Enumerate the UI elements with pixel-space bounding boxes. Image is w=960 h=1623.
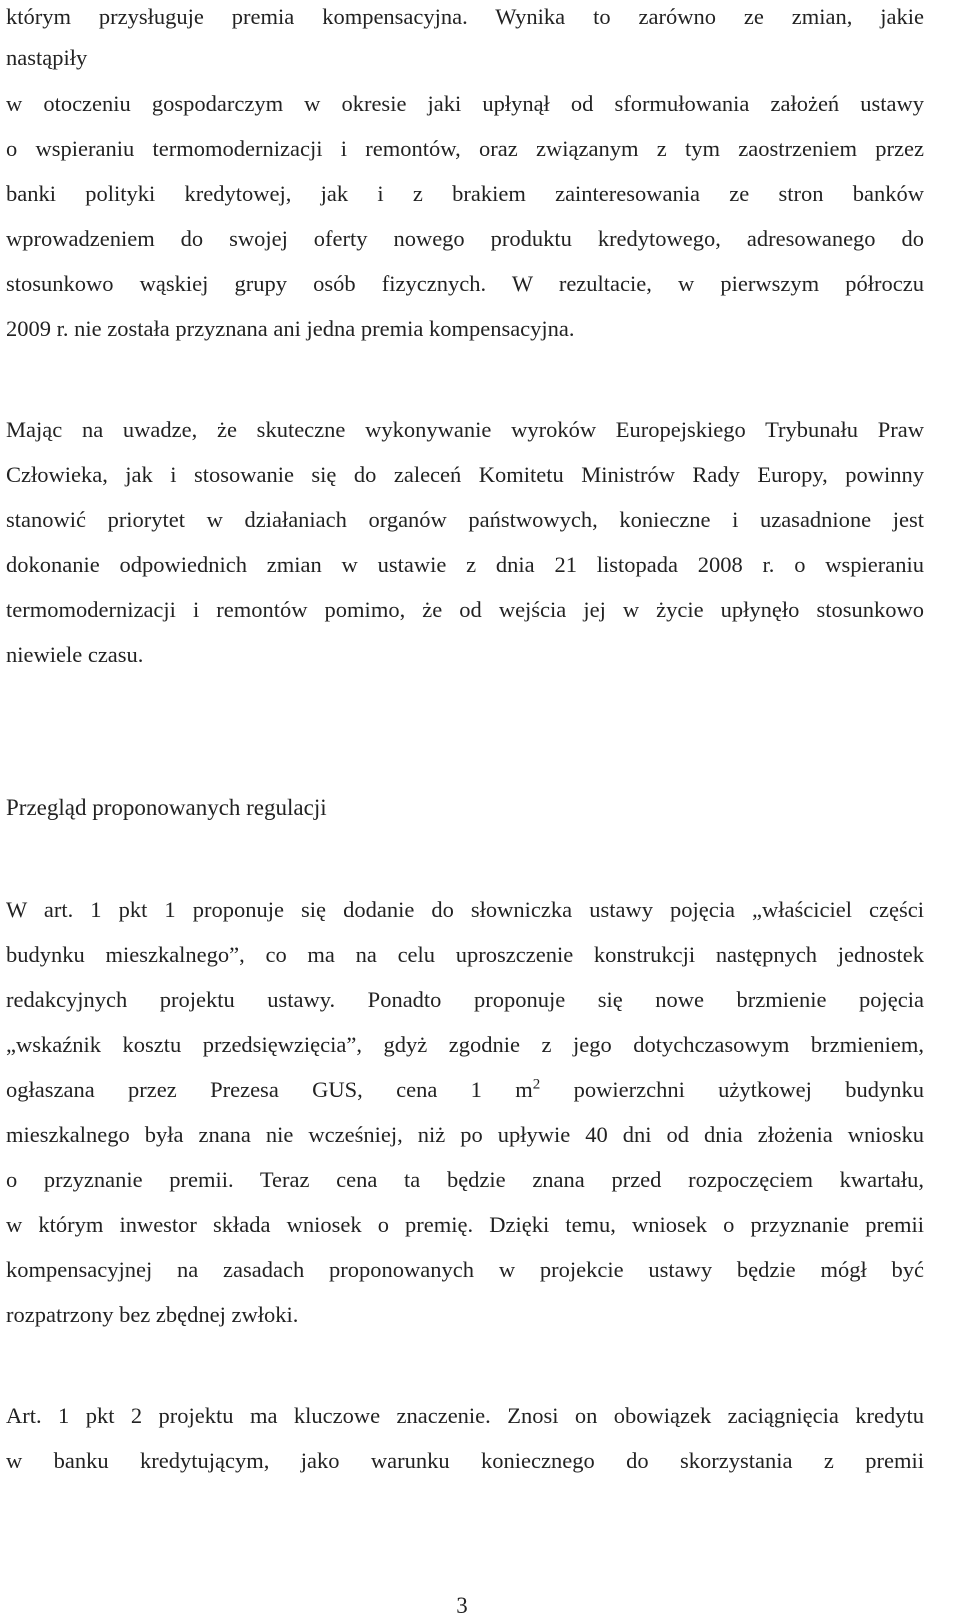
text-line: Mając na uwadze, że skuteczne wykonywanie wyroków Europejskiego Trybunału Praw xyxy=(6,417,924,442)
text-line: kompensacyjnej na zasadach proponowanych w projekcie ustawy będzie mógł być xyxy=(6,1257,924,1282)
text-line: termomodernizacji i remontów pomimo, że od wejścia jej w życie upłynęło stosunkowo xyxy=(6,597,924,622)
text-line: 2009 r. nie została przyznana ani jedna premia kompensacyjna. xyxy=(6,316,575,341)
superscript-exponent: 2 xyxy=(532,1076,541,1093)
text-line: W art. 1 pkt 1 proponuje się dodanie do słowniczka ustawy pojęcia „właściciel części xyxy=(6,897,924,922)
text-line: którym przysługuje premia kompensacyjna. Wynika to zarówno ze zmian, jakie xyxy=(6,4,924,29)
text-line: „wskaźnik kosztu przedsięwzięcia”, gdyż zgodnie z jego dotychczasowym brzmieniem, xyxy=(6,1032,924,1057)
text-line: wprowadzeniem do swojej oferty nowego produktu kredytowego, adresowanego do xyxy=(6,226,924,251)
text-line: w otoczeniu gospodarczym w okresie jaki upłynął od sformułowania założeń ustawy xyxy=(6,91,924,116)
text-segment: powierzchni użytkowej budynku xyxy=(573,1077,924,1102)
text-line: redakcyjnych projektu ustawy. Ponadto proponuje się nowe brzmienie pojęcia xyxy=(6,987,924,1012)
text-line: niewiele czasu. xyxy=(6,642,144,667)
text-line: w którym inwestor składa wniosek o premię. Dzięki temu, wniosek o przyznanie premii xyxy=(6,1212,924,1237)
text-line: dokonanie odpowiednich zmian w ustawie z dnia 21 listopada 2008 r. o wspieraniu xyxy=(6,552,924,577)
text-line: o przyznanie premii. Teraz cena ta będzie znana przed rozpoczęciem kwartału, xyxy=(6,1167,924,1192)
text-line: rozpatrzony bez zbędnej zwłoki. xyxy=(6,1302,299,1327)
text-line: Art. 1 pkt 2 projektu ma kluczowe znaczenie. Znosi on obowiązek zaciągnięcia kredytu xyxy=(6,1403,924,1428)
section-heading: Przegląd proponowanych regulacji xyxy=(6,795,327,820)
text-line: stanowić priorytet w działaniach organów państwowych, konieczne i uzasadnione jest xyxy=(6,507,924,532)
text-line: w banku kredytującym, jako warunku koniecznego do skorzystania z premii xyxy=(6,1448,924,1473)
text-line-with-superscript xyxy=(6,1073,924,1107)
text-line: nastąpiły xyxy=(6,45,88,70)
page-number: 3 xyxy=(456,1593,468,1618)
text-line: stosunkowo wąskiej grupy osób fizycznych. W rezultacie, w pierwszym półroczu xyxy=(6,271,924,296)
text-line: Człowieka, jak i stosowanie się do zaleceń Komitetu Ministrów Rady Europy, powinny xyxy=(6,462,924,487)
text-line: budynku mieszkalnego”, co ma na celu uproszczenie konstrukcji następnych jednostek xyxy=(6,942,924,967)
text-line: banki polityki kredytowej, jak i z brakiem zainteresowania ze stron banków xyxy=(6,181,924,206)
text-line: o wspieraniu termomodernizacji i remontów, oraz związanym z tym zaostrzeniem przez xyxy=(6,136,924,161)
text-segment: ogłaszana przez Prezesa GUS, cena 1 m xyxy=(6,1077,533,1102)
text-line: mieszkalnego była znana nie wcześniej, niż po upływie 40 dni od dnia złożenia wniosku xyxy=(6,1122,924,1147)
